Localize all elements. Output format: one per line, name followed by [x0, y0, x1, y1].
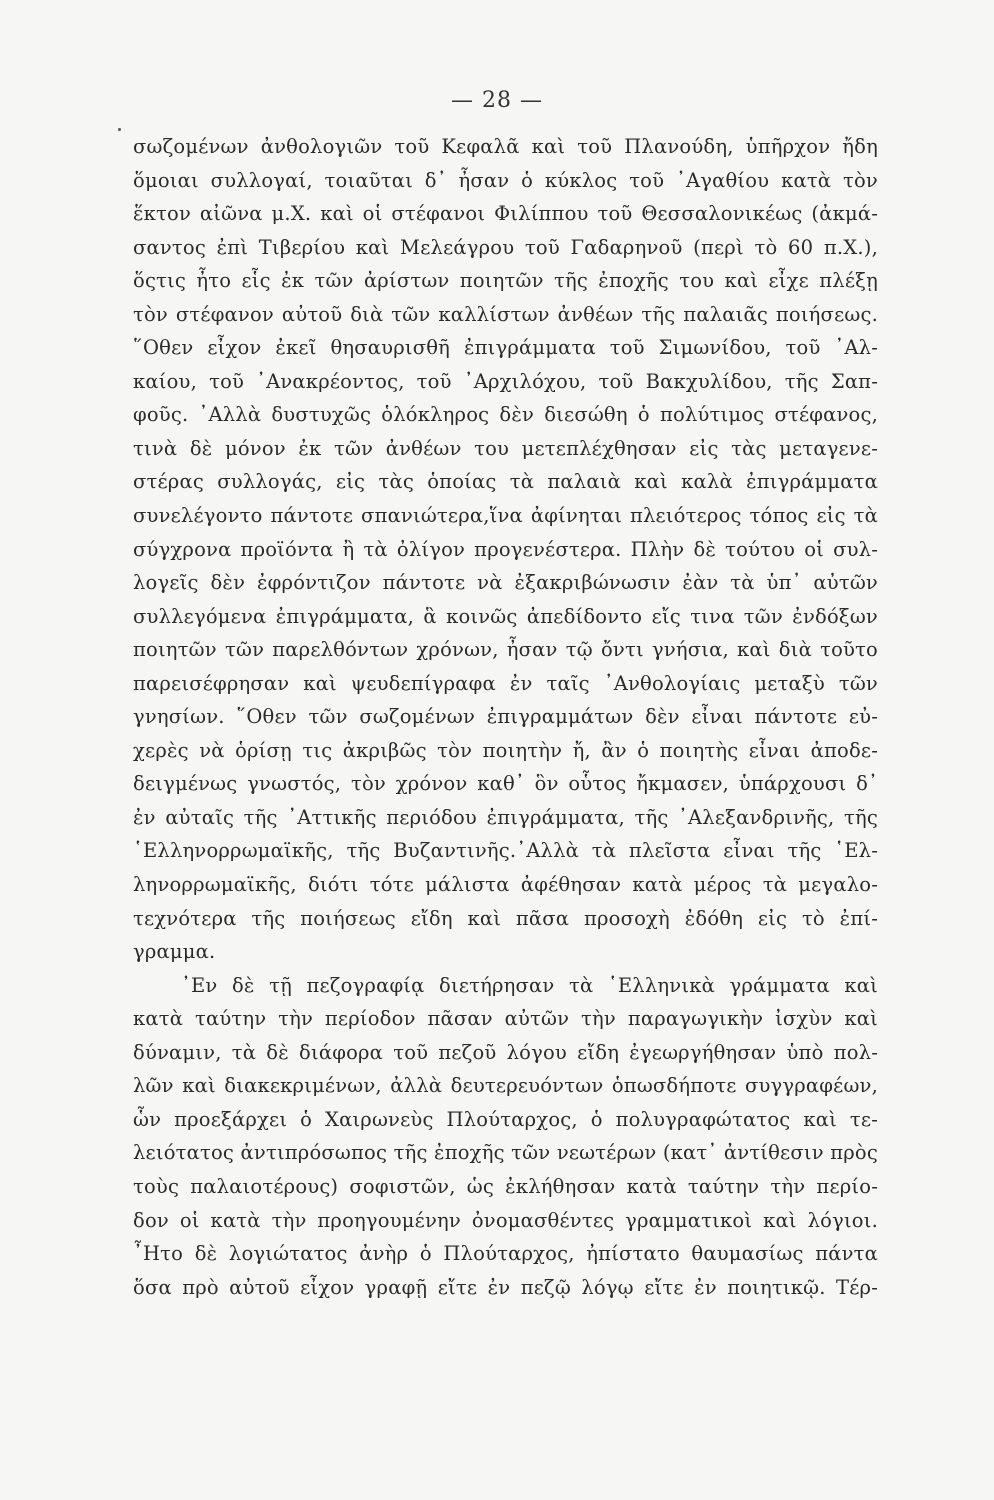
text-line: τὸν στέφανον αὐτοῦ διὰ τῶν καλλίστων ἀνθέων τῆς παλαιᾶς ποιήσεως.: [133, 302, 878, 326]
text-line: τοὺς παλαιοτέρους) σοφιστῶν, ὡς ἐκλήθησαν κατὰ ταύτην τὴν περίο-: [133, 1174, 878, 1198]
text-line: σαντος ἐπὶ Τιβερίου καὶ Μελεάγρου τοῦ Γαδαρηνοῦ (περὶ τὸ 60 π.Χ.),: [133, 235, 878, 259]
text-line: φοῦς. ᾽Αλλὰ δυστυχῶς ὁλόκληρος δὲν διεσώθη ὁ πολύτιμος στέφανος,: [133, 403, 878, 427]
text-line: τινὰ δὲ μόνον ἐκ τῶν ἀνθέων του μετεπλέχθησαν εἰς τὰς μεταγενε-: [133, 436, 878, 460]
text-line: καίου, τοῦ ᾽Ανακρέοντος, τοῦ ᾽Αρχιλόχου, τοῦ Βακχυλίδου, τῆς Σαπ-: [133, 369, 878, 393]
text-line: ῾Ελληνορρωμαϊκῆς, τῆς Βυζαντινῆς.᾽Αλλὰ τὰ πλεῖστα εἶναι τῆς ῾Ελ-: [133, 839, 878, 863]
text-line: ληνορρωμαϊκῆς, διότι τότε μάλιστα ἀφέθησαν κατὰ μέρος τὰ μεγαλο-: [133, 873, 878, 897]
text-line: ὅμοιαι συλλογαί, τοιαῦται δ᾽ ἦσαν ὁ κύκλος τοῦ ᾽Αγαθίου κατὰ τὸν: [133, 168, 878, 192]
text-line: δύναμιν, τὰ δὲ διάφορα τοῦ πεζοῦ λόγου εἴδη ἐγεωργήθησαν ὑπὸ πολ-: [133, 1040, 878, 1064]
page-number: — 28 —: [451, 88, 543, 113]
text-line: συνελέγοντο πάντοτε σπανιώτερα,ἵνα ἀφίνηται πλειότερος τόπος εἰς τὰ: [133, 504, 878, 528]
text-line: στέρας συλλογάς, εἰς τὰς ὁποίας τὰ παλαιὰ καὶ καλὰ ἐπιγράμματα: [133, 470, 878, 494]
text-line: λογεῖς δὲν ἐφρόντιζον πάντοτε νὰ ἐξακριβώνωσιν ἐὰν τὰ ὑπ᾽ αὐτῶν: [133, 571, 878, 595]
text-line: δον οἱ κατὰ τὴν προηγουμένην ὀνομασθέντες γραμματικοὶ καὶ λόγιοι.: [133, 1208, 878, 1232]
text-line: τεχνότερα τῆς ποιήσεως εἴδη καὶ πᾶσα προσοχὴ ἐδόθη εἰς τὸ ἐπί-: [133, 906, 878, 930]
text-line: γραμμα.: [133, 940, 216, 964]
text-line: ὧν προεξάρχει ὁ Χαιρωνεὺς Πλούταρχος, ὁ πολυγραφώτατος καὶ τε-: [133, 1107, 878, 1131]
text-line: ποιητῶν τῶν παρελθόντων χρόνων, ἦσαν τῷ ὄντι γνήσια, καὶ διὰ τοῦτο: [133, 638, 878, 662]
text-line: συλλεγόμενα ἐπιγράμματα, ἃ κοινῶς ἀπεδίδοντο εἴς τινα τῶν ἐνδόξων: [133, 604, 878, 628]
text-line: ῏Ητο δὲ λογιώτατος ἀνὴρ ὁ Πλούταρχος, ἠπίστατο θαυμασίως πάντα: [133, 1242, 878, 1266]
paragraph-start-line: ᾽Εν δὲ τῇ πεζογραφίᾳ διετήρησαν τὰ ῾Ελληνικὰ γράμματα καὶ: [181, 973, 878, 997]
text-line: παρεισέφρησαν καὶ ψευδεπίγραφα ἐν ταῖς ᾽Ανθολογίαις μεταξὺ τῶν: [133, 671, 878, 695]
text-line: ὅσα πρὸ αὐτοῦ εἶχον γραφῇ εἴτε ἐν πεζῷ λόγῳ εἴτε ἐν ποιητικῷ. Τέρ-: [133, 1275, 878, 1299]
text-line: ῞Οθεν εἶχον ἐκεῖ θησαυρισθῆ ἐπιγράμματα τοῦ Σιμωνίδου, τοῦ ᾽Αλ-: [133, 336, 878, 360]
text-line: γνησίων. ῞Οθεν τῶν σωζομένων ἐπιγραμμάτων δὲν εἶναι πάντοτε εὐ-: [133, 705, 878, 729]
text-line: λῶν καὶ διακεκριμένων, ἀλλὰ δευτερευόντων ὁπωσδήποτε συγγραφέων,: [133, 1074, 878, 1098]
text-line: σωζομένων ἀνθολογιῶν τοῦ Κεφαλᾶ καὶ τοῦ Πλανούδη, ὑπῆρχον ἤδη: [133, 135, 878, 158]
text-line: χερὲς νὰ ὁρίσῃ τις ἀκριβῶς τὸν ποιητὴν ἤ, ἂν ὁ ποιητὴς εἶναι ἀποδε-: [133, 738, 878, 762]
text-line: δειγμένως γνωστός, τὸν χρόνον καθ᾽ ὃν οὗτος ἤκμασεν, ὑπάρχουσι δ᾽: [133, 772, 878, 796]
body-text: [133, 130, 878, 1304]
text-line: ἕκτον αἰῶνα μ.Χ. καὶ οἱ στέφανοι Φιλίππου τοῦ Θεσσαλονικέως (ἀκμά-: [133, 202, 878, 226]
text-line: λειότατος ἀντιπρόσωπος τῆς ἐποχῆς τῶν νεωτέρων (κατ᾽ ἀντίθεσιν πρὸς: [133, 1141, 878, 1165]
text-line: κατὰ ταύτην τὴν περίοδον πᾶσαν αὐτῶν τὴν παραγωγικὴν ἰσχὺν καὶ: [133, 1007, 878, 1031]
text-line: ὅςτις ἦτο εἷς ἐκ τῶν ἀρίστων ποιητῶν τῆς ἐποχῆς του καὶ εἶχε πλέξῃ: [133, 269, 878, 293]
text-line: ἐν αὐταῖς τῆς ᾽Αττικῆς περιόδου ἐπιγράμματα, τῆς ᾽Αλεξανδρινῆς, τῆς: [133, 805, 878, 829]
text-line: σύγχρονα προϊόντα ἢ τὰ ὀλίγον προγενέστερα. Πλὴν δὲ τούτου οἱ συλ-: [133, 537, 878, 561]
margin-mark: [118, 128, 121, 131]
